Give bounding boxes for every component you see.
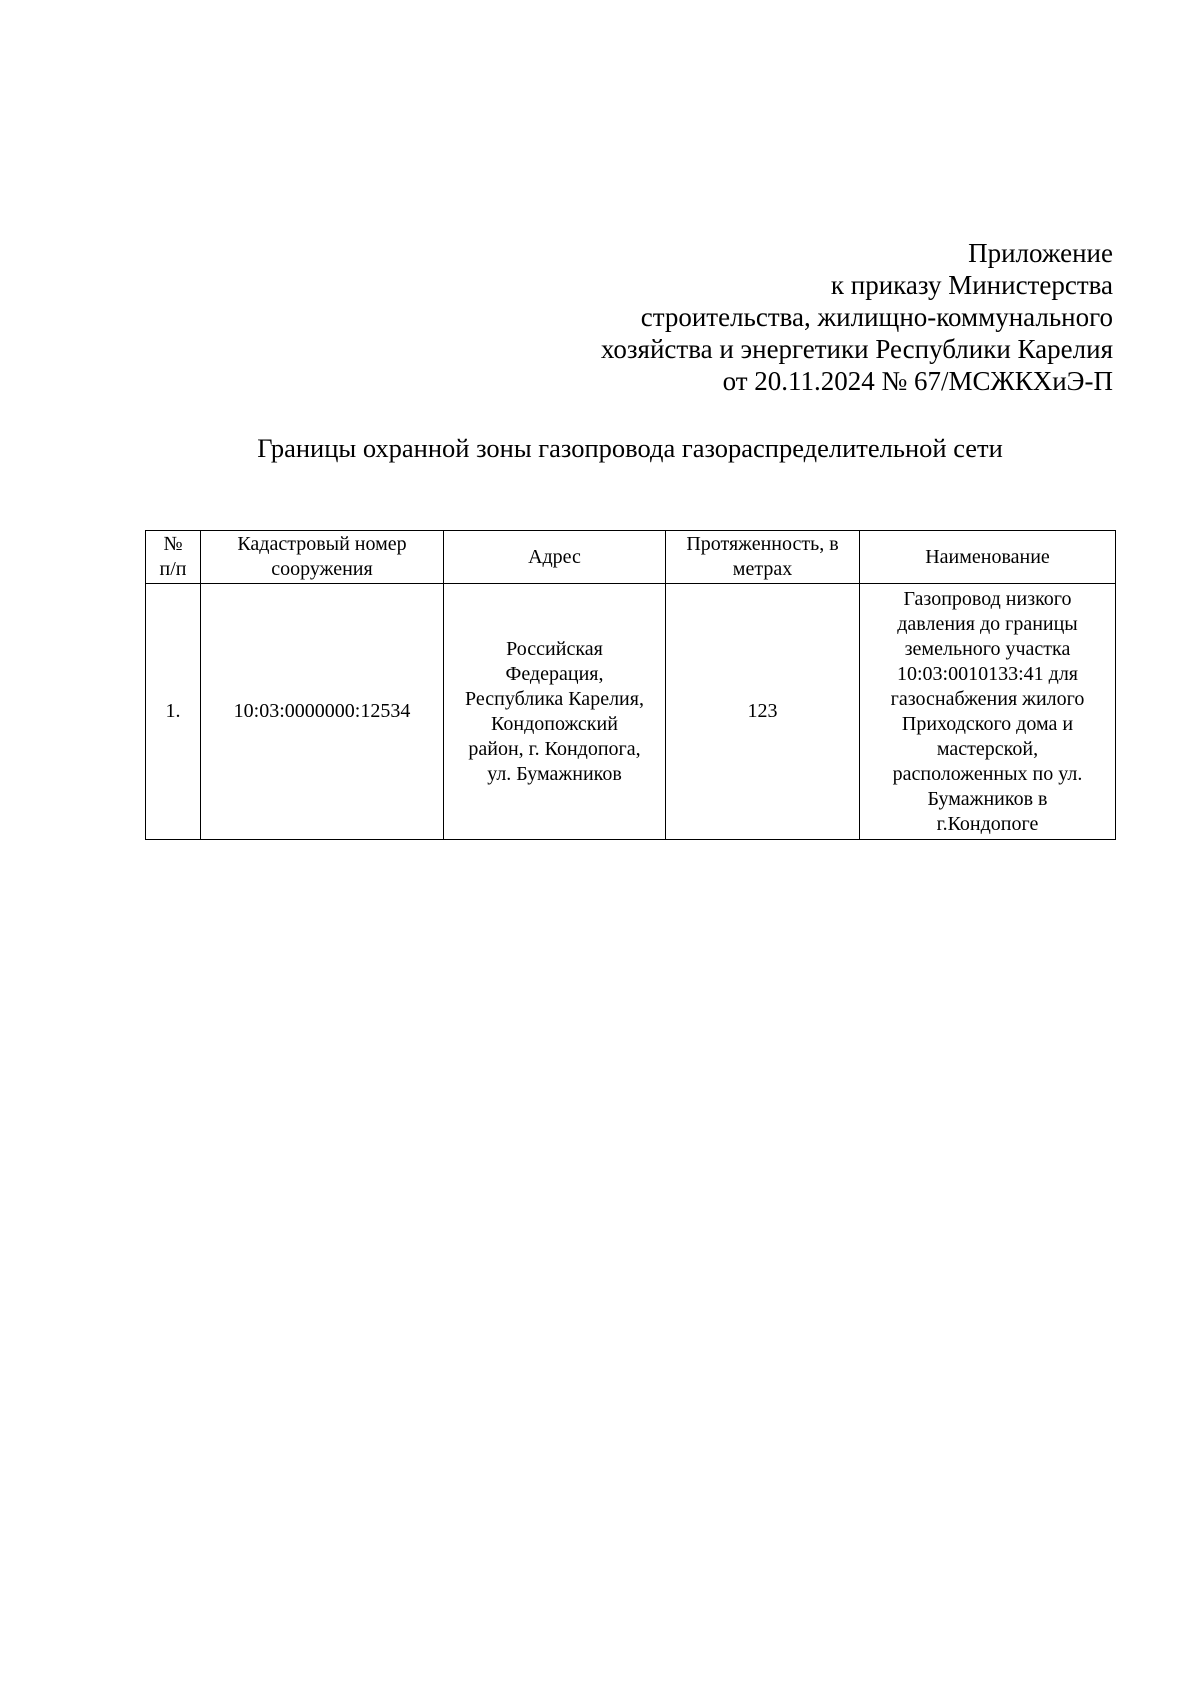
- cell-number: 1.: [146, 584, 201, 840]
- appendix-line: строительства, жилищно-коммунального: [640, 302, 1113, 332]
- appendix-line: Приложение: [968, 238, 1113, 268]
- appendix-block: [601, 237, 1113, 397]
- header-name: Наименование: [860, 531, 1116, 584]
- cell-cadastral: 10:03:0000000:12534: [201, 584, 444, 840]
- zone-table: [145, 530, 1116, 840]
- appendix-line: к приказу Министерства: [830, 270, 1113, 300]
- appendix-line: от 20.11.2024 № 67/МСЖКХиЭ-П: [722, 366, 1113, 396]
- cell-name: Газопровод низкого давления до границы земельного участка 10:03:0010133:41 для газоснабжения жилого Приходского дома и мастерской, расположенных по ул. Бумажников в г.Кондопоге: [860, 584, 1116, 840]
- header-address: Адрес: [444, 531, 666, 584]
- document-title: Границы охранной зоны газопровода газораспределительной сети: [257, 433, 1003, 463]
- table-header-row: [146, 531, 1116, 584]
- table-row: [146, 584, 1116, 840]
- appendix-line: хозяйства и энергетики Республики Карелия: [600, 334, 1113, 364]
- header-cadastral: Кадастровый номер сооружения: [201, 531, 444, 584]
- cell-length: 123: [666, 584, 860, 840]
- header-number: № п/п: [146, 531, 201, 584]
- cell-address: Российская Федерация, Республика Карелия, Кондопожский район, г. Кондопога, ул. Бумажников: [444, 584, 666, 840]
- header-length: Протяженность, в метрах: [666, 531, 860, 584]
